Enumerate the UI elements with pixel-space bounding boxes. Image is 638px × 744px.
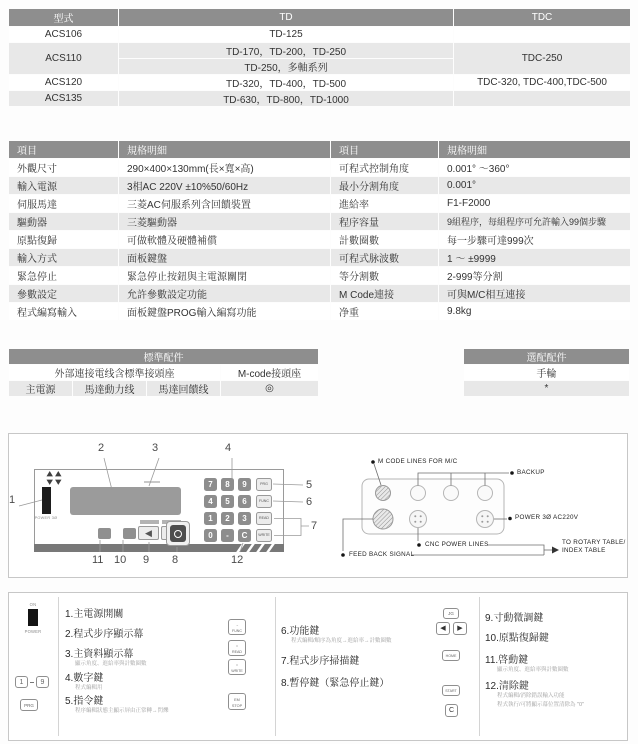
legend-item-12-sub2: 程式執行/可將顯示幕位置清除為 "0"	[497, 702, 585, 708]
spec-item: 輸入方式	[9, 249, 119, 267]
spec-value: 面板鍵盤PROG輸入編寫功能	[119, 303, 331, 321]
spec-item: 驅動器	[9, 213, 119, 231]
legend-item-11-sub: 顯示角度、進給率與計數圈數	[497, 667, 569, 673]
spec-item: M Code連接	[331, 285, 439, 303]
table-row	[9, 267, 631, 285]
spec-table-header	[9, 141, 631, 159]
table-row	[9, 365, 319, 381]
key-minus: -	[221, 529, 234, 542]
legend-item-6: 6.功能鍵	[281, 626, 320, 637]
table-row	[9, 91, 631, 107]
col-header-item: 項目	[9, 141, 119, 159]
spec-item: 程序容量	[331, 213, 439, 231]
legend-item-12: 12.清除鍵	[485, 681, 529, 692]
power-on-label: ON	[29, 602, 37, 607]
spec-value: 面板鍵盤	[119, 249, 331, 267]
rear-label-rotary-2: INDEX TABLE	[562, 547, 606, 554]
write-key-icon: • WRITE	[228, 659, 246, 675]
diagram-box	[8, 433, 628, 578]
legend-item-4-sub: 程式編輯用	[75, 685, 103, 691]
spec-value: 可做軟體及硬體補償	[119, 231, 331, 249]
spec-item: 外觀尺寸	[9, 159, 119, 177]
tdc-cell: TDC-320, TDC-400,TDC-500	[454, 75, 631, 91]
rear-label-mcode: M CODE LINES FOR M/C	[378, 458, 458, 465]
table-row	[9, 285, 631, 303]
spec-table-section	[8, 140, 630, 321]
rear-label-power: POWER 3Ø AC220V	[515, 514, 579, 521]
spec-table	[8, 140, 631, 321]
standard-accessories-title: 標準配件	[9, 349, 319, 365]
tdc-cell: TDC-250	[454, 43, 631, 75]
legend-item-6-sub: 程式編輯/順序為角度→進給率→計數圈數	[291, 638, 392, 644]
spec-value: F1-F2000	[439, 195, 631, 213]
spec-item: 伺服馬達	[9, 195, 119, 213]
key-4: 4	[204, 495, 217, 508]
model-cell: ACS120	[9, 75, 119, 91]
callout-4: 4	[225, 442, 232, 454]
key-read: READ	[256, 512, 272, 525]
optional-accessories-table	[463, 348, 630, 397]
spec-item: 緊急停止	[9, 267, 119, 285]
callout-8: 8	[172, 554, 179, 566]
home-key-icon: HOME	[442, 650, 460, 661]
legend-box	[8, 592, 628, 741]
func-key-icon: → FUNC	[228, 619, 246, 635]
em-stop-key-icon: EM STOP	[228, 693, 246, 710]
legend-item-10: 10.原點復歸鍵	[485, 633, 549, 644]
spec-item: 可程式控制角度	[331, 159, 439, 177]
spec-value: 9組程序，每組程序可允許輸入99個步驟	[439, 213, 631, 231]
arrow-left-key-icon: ◀	[436, 622, 450, 635]
col-header-tdc: TDC	[454, 9, 631, 27]
read-key-icon: • READ	[228, 640, 246, 656]
spec-item: 可程式脉波數	[331, 249, 439, 267]
key-7: 7	[204, 478, 217, 491]
spec-value: 可與M/C相互連接	[439, 285, 631, 303]
model-cell: ACS110	[9, 43, 119, 75]
table-header	[9, 349, 319, 365]
table-row	[9, 159, 631, 177]
key-2: 2	[221, 512, 234, 525]
col-header-model: 型式	[9, 9, 119, 27]
key-1-icon: 1	[15, 676, 28, 688]
model-table-section	[8, 8, 630, 107]
col-header-detail: 規格明細	[119, 141, 331, 159]
callout-12: 12	[231, 554, 244, 566]
accessory-cell: M-code接頭座	[221, 365, 319, 381]
power-switch-icon	[28, 609, 38, 626]
td-cell: TD-250，多軸系列	[119, 59, 454, 75]
table-row	[9, 213, 631, 231]
accessory-cell: 手輪	[464, 365, 630, 381]
key-1: 1	[204, 512, 217, 525]
callout-10: 10	[114, 554, 127, 566]
start-key-icon: START	[442, 685, 460, 696]
key-0: 0	[204, 529, 217, 542]
accessory-cell: ◎	[221, 381, 319, 397]
td-cell: TD-630，TD-800，TD-1000	[119, 91, 454, 107]
spec-value: 三菱驅動器	[119, 213, 331, 231]
accessory-cell: 外部連接電线含標準接頭座	[9, 365, 221, 381]
spec-value: 3相AC 220V ±10%50/60Hz	[119, 177, 331, 195]
col-header-detail: 規格明細	[439, 141, 631, 159]
spec-item: 最小分割角度	[331, 177, 439, 195]
accessory-cell: 馬達動力线	[73, 381, 147, 397]
callout-3: 3	[152, 442, 159, 454]
table-row	[9, 249, 631, 267]
standard-accessories-table	[8, 348, 318, 397]
callout-9: 9	[143, 554, 150, 566]
power-label: POWER	[24, 629, 42, 634]
table-header	[464, 349, 630, 365]
rear-label-cnc: CNC POWER LINES	[425, 541, 489, 548]
accessory-cell: 主電源	[9, 381, 73, 397]
callout-7: 7	[311, 520, 318, 532]
model-cell: ACS135	[9, 91, 119, 107]
legend-item-11: 11.啓動鍵	[485, 655, 529, 666]
table-row	[9, 231, 631, 249]
table-row	[9, 177, 631, 195]
spec-value: 三菱AC伺服系列含回饋裝置	[119, 195, 331, 213]
spec-value: 9.8kg	[439, 303, 631, 321]
table-row	[9, 43, 631, 59]
legend-item-1: 1.主電源開關	[65, 609, 124, 620]
spec-item: 進給率	[331, 195, 439, 213]
spec-value: 允許參數設定功能	[119, 285, 331, 303]
spec-item: 等分割數	[331, 267, 439, 285]
legend-item-9: 9.寸動微調鍵	[485, 613, 544, 624]
divider	[479, 597, 480, 736]
spec-item: 計數圈數	[331, 231, 439, 249]
rear-label-feedback: FEED BACK SIGNAL	[349, 551, 415, 558]
optional-accessories-title: 選配配件	[464, 349, 630, 365]
spec-item: 輸入電源	[9, 177, 119, 195]
callout-6: 6	[306, 496, 313, 508]
key-8: 8	[221, 478, 234, 491]
legend-item-5: 5.指令鍵	[65, 696, 104, 707]
spec-item: 參數設定	[9, 285, 119, 303]
legend-item-2: 2.程式步序顯示幕	[65, 629, 144, 640]
table-row	[464, 381, 630, 397]
legend-item-8: 8.暫停鍵（緊急停止鍵）	[281, 678, 390, 689]
accessory-cell: 馬達回饋线	[147, 381, 221, 397]
key-9: 9	[238, 478, 251, 491]
jog-left-key: ◀	[138, 526, 159, 540]
jog-key-icon: JG	[443, 608, 459, 619]
key-5: 5	[221, 495, 234, 508]
spec-value: 緊急停止按鈕與主電源關閉	[119, 267, 331, 285]
tdc-cell	[454, 91, 631, 107]
divider	[58, 597, 59, 736]
table-row	[9, 75, 631, 91]
arrow-right-key-icon: ▶	[453, 622, 467, 635]
table-row	[464, 365, 630, 381]
td-cell: TD-320，TD-400，TD-500	[119, 75, 454, 91]
key-prg: PRG	[256, 478, 272, 491]
spec-value: 0.001°	[439, 177, 631, 195]
callout-11: 11	[92, 554, 104, 566]
td-cell: TD-170，TD-200，TD-250	[119, 43, 454, 59]
key-3: 3	[238, 512, 251, 525]
legend-item-3-sub: 顯示角度、進給率與計數圈數	[75, 661, 147, 667]
legend-item-12-sub1: 程式編輯/消除錯誤輸入功能	[497, 693, 565, 699]
spec-value: 2-999等分割	[439, 267, 631, 285]
callout-2: 2	[98, 442, 105, 454]
table-row	[9, 27, 631, 43]
c-key-icon: C	[445, 704, 458, 717]
model-table	[8, 8, 631, 107]
diagram-lines	[9, 434, 629, 579]
model-table-header	[9, 9, 631, 27]
spec-item: 净重	[331, 303, 439, 321]
accessory-cell: *	[464, 381, 630, 397]
col-header-td: TD	[119, 9, 454, 27]
legend-item-3: 3.主資料顯示幕	[65, 649, 134, 660]
rear-label-backup: BACKUP	[517, 469, 545, 476]
legend-item-4: 4.數字鍵	[65, 673, 104, 684]
spec-value: 290×400×130mm(長×寬×高)	[119, 159, 331, 177]
prg-key-icon: PRG	[20, 699, 38, 711]
legend-item-7: 7.程式步序掃描鍵	[281, 656, 360, 667]
spec-item: 原點復歸	[9, 231, 119, 249]
table-row	[9, 303, 631, 321]
col-header-item: 項目	[331, 141, 439, 159]
callout-5: 5	[306, 479, 313, 491]
spec-item: 程式編寫輸入	[9, 303, 119, 321]
spec-value: 0.001° ～360°	[439, 159, 631, 177]
spec-value: 1 ～ ±9999	[439, 249, 631, 267]
td-cell: TD-125	[119, 27, 454, 43]
key-9-icon: 9	[36, 676, 49, 688]
rear-label-rotary-1: TO ROTARY TABLE/	[562, 539, 626, 546]
key-func: FUNC	[256, 495, 272, 508]
table-row	[9, 195, 631, 213]
spec-value: 每一步驟可達999次	[439, 231, 631, 249]
divider	[275, 597, 276, 736]
legend-item-5-sub: 程序編輯狀態主顯示屏由正常轉→閃爍	[75, 708, 169, 714]
dash	[30, 682, 34, 683]
callout-1: 1	[9, 494, 16, 506]
model-cell: ACS106	[9, 27, 119, 43]
key-6: 6	[238, 495, 251, 508]
key-c: C	[238, 529, 251, 542]
table-row	[9, 381, 319, 397]
power-switch-label: POWER 3Ø	[34, 516, 58, 520]
key-write: WRITE	[256, 529, 272, 542]
tdc-cell	[454, 27, 631, 43]
